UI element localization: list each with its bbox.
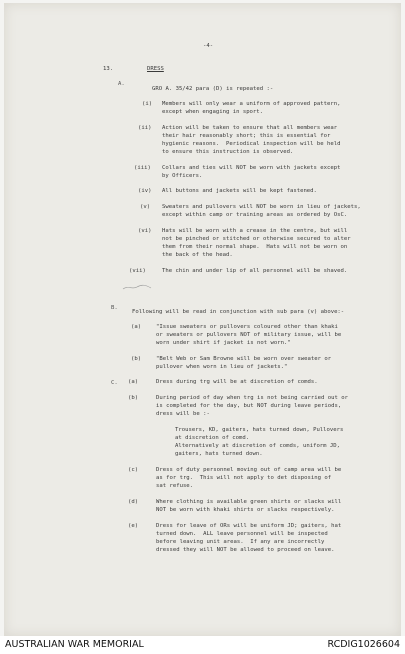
item-line: gaiters, hats turned down. xyxy=(175,451,263,457)
item-number: (a) xyxy=(128,379,139,385)
item-line: Dress of duty personnel moving out of camp area will be xyxy=(156,467,342,473)
item-line: turned down. ALL leave personnel will be inspected xyxy=(156,531,328,537)
item-number: (e) xyxy=(128,523,139,529)
item-number: (a) xyxy=(131,324,142,330)
item-number: (b) xyxy=(131,356,142,362)
item-number: (vi) xyxy=(138,228,152,234)
item-line: Where clothing is available green shirts or slacks will xyxy=(156,499,342,505)
item-number: (c) xyxy=(128,467,139,473)
item-line: "Belt Web or Sam Browne will be worn over sweater or xyxy=(156,356,332,362)
item-line: except when engaging in sport. xyxy=(162,109,264,115)
item-line: is completed for the day, but NOT during leave periods, xyxy=(156,403,342,409)
document-page xyxy=(4,3,401,636)
item-line: before leaving unit areas. If any are incorrectly xyxy=(156,539,325,545)
item-line: or sweaters or pullovers NOT of military issue, will be xyxy=(156,332,342,338)
item-line: to ensure this instruction is observed. xyxy=(162,149,294,155)
item-line: All buttons and jackets will be kept fastened. xyxy=(162,188,317,194)
item-line: During period of day when trg is not being carried out or xyxy=(156,395,348,401)
item-line: Alternatively at discretion of comds, uniform JD, xyxy=(175,443,341,449)
item-line: Collars and ties will NOT be worn with jackets except xyxy=(162,165,341,171)
para-b-intro: Following will be read in conjunction with sub para (v) above:- xyxy=(132,309,345,315)
item-line: dress will be :- xyxy=(156,411,210,417)
item-line: not be pinched or stitched or otherwise secured to alter xyxy=(162,236,351,242)
item-number: (ii) xyxy=(138,125,152,131)
item-line: as for trg. This will not apply to det disposing of xyxy=(156,475,332,481)
item-line: pullover when worn in lieu of jackets." xyxy=(156,364,288,370)
para-b-label: B. xyxy=(111,305,118,311)
item-line: at discretion of comd. xyxy=(175,435,250,441)
item-line: dressed they will NOT be allowed to proceed on leave. xyxy=(156,547,335,553)
para-a-label: A. xyxy=(118,81,125,87)
item-number: (vii) xyxy=(129,268,146,274)
item-line: The chin and under lip of all personnel will be shaved. xyxy=(162,268,348,274)
para-a-intro: GRO A. 35/42 para (D) is repeated :- xyxy=(152,86,274,92)
item-number: (iii) xyxy=(134,165,151,171)
section-number: 13. xyxy=(103,66,114,72)
item-line: Dress during trg will be at discretion of comds. xyxy=(156,379,318,385)
item-line: Hats will be worn with a crease in the centre, but will xyxy=(162,228,348,234)
item-number: (v) xyxy=(140,204,151,210)
item-line: Trousers, KD, gaiters, hats turned down, Pullovers xyxy=(175,427,344,433)
item-number: (iv) xyxy=(138,188,152,194)
footer-reference: RCDIG1026604 xyxy=(327,639,400,650)
item-line: Members will only wear a uniform of approved pattern, xyxy=(162,101,341,107)
item-line: Action will be taken to ensure that all members wear xyxy=(162,125,338,131)
archive-footer xyxy=(0,636,405,654)
section-title: DRESS xyxy=(147,66,164,72)
item-line: them from their normal shape. Hats will not be worn on xyxy=(162,244,348,250)
item-line: "Issue sweaters or pullovers coloured other than khaki xyxy=(156,324,338,330)
item-number: (i) xyxy=(142,101,153,107)
item-line: the back of the head. xyxy=(162,252,233,258)
footer-source: AUSTRALIAN WAR MEMORIAL xyxy=(5,639,144,650)
item-line: by Officers. xyxy=(162,173,203,179)
item-line: sat refuse. xyxy=(156,483,194,489)
page-number: -4- xyxy=(203,43,214,49)
item-line: worn under shirt if jacket is not worn." xyxy=(156,340,291,346)
item-line: Dress for leave of ORs will be uniform JD; gaiters, hat xyxy=(156,523,342,529)
item-line: hygienic reasons. Periodical inspection will be held xyxy=(162,141,341,147)
para-c-label: C. xyxy=(111,380,118,386)
item-line: NOT be worn with khaki shirts or slacks respectively. xyxy=(156,507,335,513)
item-line: Sweaters and pullovers will NOT be worn in lieu of jackets, xyxy=(162,204,361,210)
item-number: (d) xyxy=(128,499,139,505)
item-line: except within camp or training areas as ordered by OsC. xyxy=(162,212,348,218)
pencil-mark xyxy=(122,283,152,291)
item-number: (b) xyxy=(128,395,139,401)
item-line: their hair reasonably short; this is essential for xyxy=(162,133,331,139)
